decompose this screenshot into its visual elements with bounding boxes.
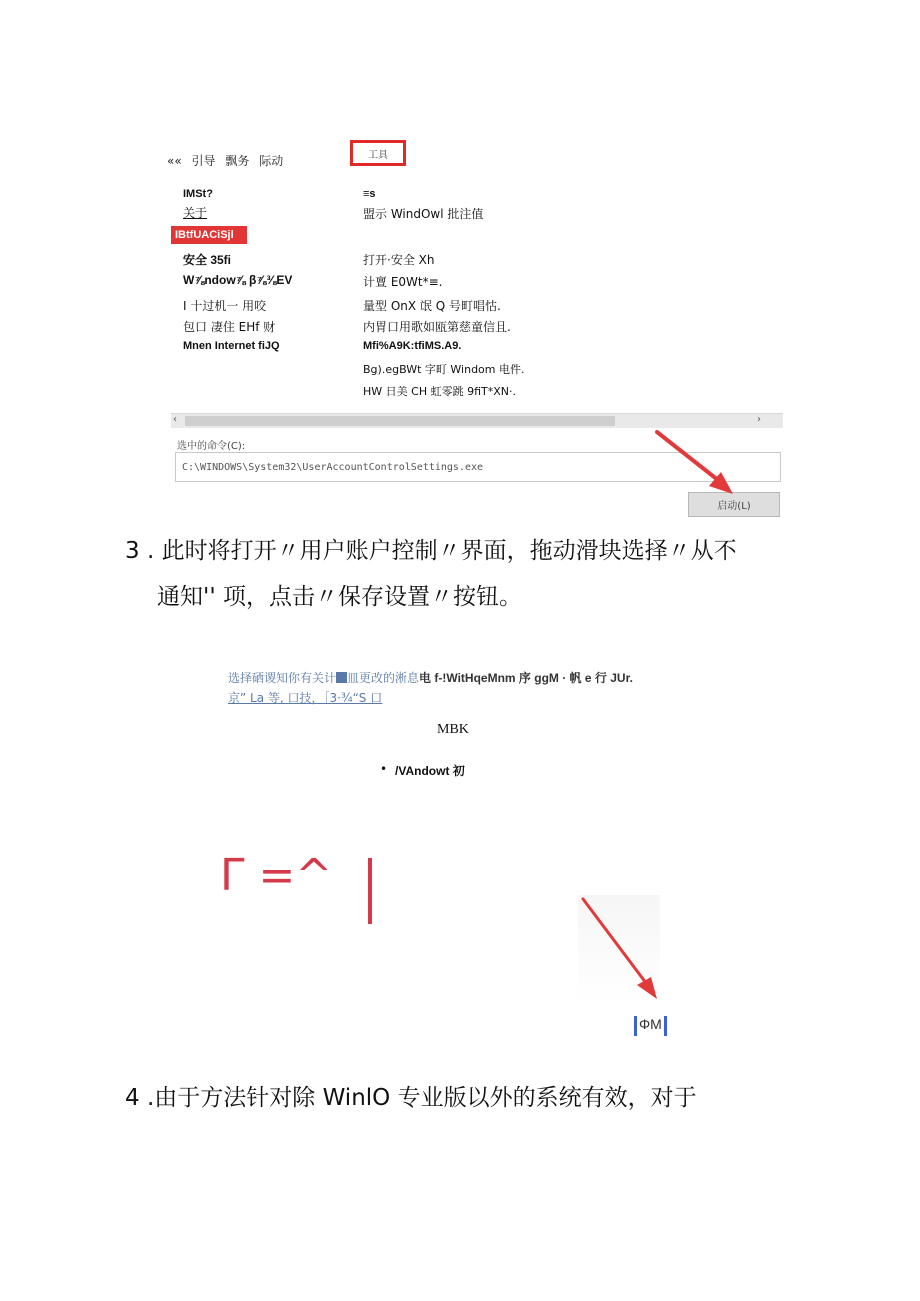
uac-desc-part2: 皿更改的淅息: [347, 671, 420, 685]
red-arrow-icon-2: [575, 893, 665, 1005]
tool-item-security[interactable]: 安全 35fi: [183, 253, 232, 267]
notification-slider[interactable]: Γ =^: [220, 850, 333, 901]
tab-startup[interactable]: 际动: [259, 154, 284, 168]
tool-item-computer[interactable]: I 十过机一 用咬: [183, 299, 267, 313]
msconfig-tools-screenshot: [165, 130, 785, 520]
bullet: •: [380, 762, 388, 776]
save-settings-button[interactable]: ΦM: [634, 1016, 667, 1036]
scrollbar-thumb[interactable]: [185, 416, 615, 426]
scroll-right-icon[interactable]: ›: [757, 414, 761, 425]
uac-settings-link[interactable]: 京” La 等, 口技，［3·¾“S 口: [228, 691, 383, 705]
tool-item-events[interactable]: 包口 凄住 EHf 财: [183, 320, 276, 334]
notify-option-text: /VAndowt 初: [395, 764, 465, 778]
scroll-left-icon[interactable]: ‹: [173, 414, 177, 425]
tool-name-header: IMSt?: [183, 188, 213, 200]
step4-line1: 4 .由于方法针对除 WinlO 专业版以外的系统有效，对于: [125, 1085, 697, 1111]
tool-desc-1: 盟示 WindOwl 批注值: [363, 207, 484, 221]
tab-strip: [167, 152, 289, 169]
launch-button[interactable]: 启动(L): [688, 492, 780, 517]
tool-desc-7: Bg).egBWt 字町 Windom 电件.: [363, 363, 525, 376]
uac-desc-part3: 电 f-!WitHqeMnm 序 ggM · 帆 e 行 JUr.: [419, 671, 633, 685]
slider-thumb[interactable]: [368, 858, 372, 924]
tab-services[interactable]: 飘务: [225, 154, 250, 168]
tab-tools[interactable]: 工具: [350, 140, 406, 166]
tab-scroll-back[interactable]: ««: [167, 154, 182, 168]
tool-desc-8: HW 日美 CH 虹零跳 9fiT*XN·.: [363, 385, 516, 398]
tool-desc-6: Mfi%A9K:tfiMS.A9.: [363, 340, 462, 352]
uac-heading: MBK: [437, 722, 469, 737]
tool-desc-4: 量型 OnX 氓 Q 号町唱怙.: [363, 299, 501, 313]
selected-command-field[interactable]: C:\WINDOWS\System32\UserAccountControlSettings.exe: [175, 452, 781, 482]
tool-desc-5: 内胃口用歌如瓯第慈童信且.: [363, 320, 511, 334]
blocked-glyph-icon: [336, 672, 347, 683]
uac-desc-part1: 选择硒谡知你有关计: [228, 671, 337, 685]
red-arrow-icon: [645, 422, 745, 502]
step3-line2: 通知'' 项，点击〃保存设置〃按钮。: [157, 584, 522, 610]
tool-desc-2: 打开·安全 Xh: [363, 253, 435, 267]
tool-item-internet[interactable]: Mnen Internet fiJQ: [183, 340, 280, 352]
tool-item-about[interactable]: 关于: [183, 206, 208, 220]
tool-item-windows[interactable]: W⅞ndow⅞ β⅞⅜EV: [183, 273, 293, 287]
step3-line1: 3 . 此时将打开〃用户账户控制〃界面，拖动滑块选择〃从不: [125, 538, 737, 564]
tool-description-header: ≡s: [363, 188, 376, 200]
tool-desc-3: 计亶 E0Wt*≡.: [363, 275, 443, 289]
tab-boot[interactable]: 引导: [191, 154, 216, 168]
uac-description-line1: [228, 669, 633, 686]
tool-item-uac-selected[interactable]: IBtfUACiSjl: [171, 226, 247, 244]
selected-command-label: 选中的命令(C):: [177, 441, 246, 452]
